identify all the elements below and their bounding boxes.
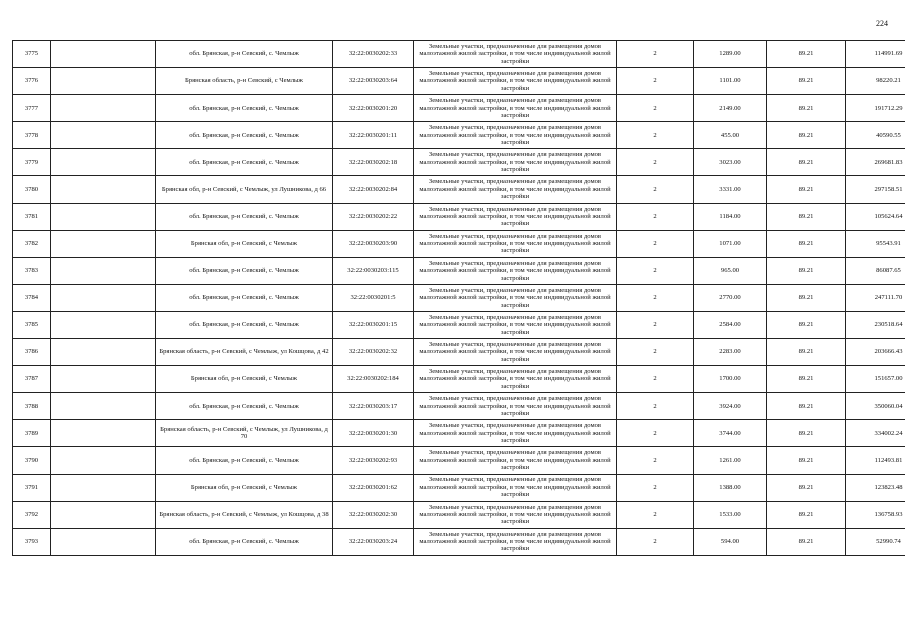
- row-number-cell: 3789: [13, 420, 51, 447]
- category-cell: 2: [617, 501, 694, 528]
- area-cell: 1261.00: [694, 447, 767, 474]
- address-cell: обл. Брянская, р-н Севский, с. Чемлыж: [156, 447, 333, 474]
- row-number-cell: 3784: [13, 284, 51, 311]
- cadastral-value-cell: 203666.43: [846, 339, 905, 366]
- area-cell: 965.00: [694, 257, 767, 284]
- land-use-cell: Земельные участки, предназначенные для размещения домов малоэтажной жилой застройки, в том числе индивидуальной жилой застройки: [414, 420, 617, 447]
- category-cell: 2: [617, 41, 694, 68]
- table-row: [13, 528, 905, 555]
- cadastral-value-cell: 350060.04: [846, 393, 905, 420]
- empty-cell: [51, 393, 156, 420]
- area-cell: 455.00: [694, 122, 767, 149]
- cadastral-number-cell: 32:22:0030203:64: [333, 68, 414, 95]
- cadastral-value-cell: 334002.24: [846, 420, 905, 447]
- table-row: [13, 68, 905, 95]
- empty-cell: [51, 68, 156, 95]
- rate-cell: 89.21: [767, 420, 846, 447]
- empty-cell: [51, 474, 156, 501]
- empty-cell: [51, 528, 156, 555]
- cadastral-value-cell: 95543.91: [846, 230, 905, 257]
- category-cell: 2: [617, 366, 694, 393]
- category-cell: 2: [617, 284, 694, 311]
- land-use-cell: Земельные участки, предназначенные для размещения домов малоэтажной жилой застройки, в том числе индивидуальной жилой застройки: [414, 203, 617, 230]
- row-number-cell: 3782: [13, 230, 51, 257]
- table-row: [13, 311, 905, 338]
- empty-cell: [51, 257, 156, 284]
- area-cell: 594.00: [694, 528, 767, 555]
- rate-cell: 89.21: [767, 528, 846, 555]
- rate-cell: 89.21: [767, 149, 846, 176]
- land-registry-table: [12, 40, 905, 556]
- land-use-cell: Земельные участки, предназначенные для размещения домов малоэтажной жилой застройки, в том числе индивидуальной жилой застройки: [414, 95, 617, 122]
- empty-cell: [51, 41, 156, 68]
- cadastral-number-cell: 32:22:0030203:17: [333, 393, 414, 420]
- cadastral-number-cell: 32:22:0030201:5: [333, 284, 414, 311]
- table-row: [13, 176, 905, 203]
- cadastral-value-cell: 191712.29: [846, 95, 905, 122]
- address-cell: обл. Брянская, р-н Севский, с. Чемлыж: [156, 393, 333, 420]
- empty-cell: [51, 501, 156, 528]
- category-cell: 2: [617, 339, 694, 366]
- empty-cell: [51, 311, 156, 338]
- row-number-cell: 3776: [13, 68, 51, 95]
- area-cell: 3744.00: [694, 420, 767, 447]
- area-cell: 2770.00: [694, 284, 767, 311]
- page-number: 224: [876, 19, 888, 28]
- rate-cell: 89.21: [767, 41, 846, 68]
- empty-cell: [51, 339, 156, 366]
- area-cell: 2283.00: [694, 339, 767, 366]
- empty-cell: [51, 447, 156, 474]
- table-row: [13, 474, 905, 501]
- cadastral-value-cell: 123823.48: [846, 474, 905, 501]
- cadastral-number-cell: 32:22:0030201:11: [333, 122, 414, 149]
- address-cell: обл. Брянская, р-н Севский, с. Чемлыж: [156, 284, 333, 311]
- cadastral-value-cell: 86087.65: [846, 257, 905, 284]
- address-cell: Брянская обл, р-н Севский, с Чемлыж: [156, 230, 333, 257]
- category-cell: 2: [617, 257, 694, 284]
- category-cell: 2: [617, 393, 694, 420]
- empty-cell: [51, 203, 156, 230]
- table-row: [13, 393, 905, 420]
- rate-cell: 89.21: [767, 230, 846, 257]
- rate-cell: 89.21: [767, 311, 846, 338]
- rate-cell: 89.21: [767, 122, 846, 149]
- address-cell: Брянская область, р-н Севский, с Чемлыж, ул Кошцова, д 42: [156, 339, 333, 366]
- land-use-cell: Земельные участки, предназначенные для размещения домов малоэтажной жилой застройки, в том числе индивидуальной жилой застройки: [414, 176, 617, 203]
- cadastral-value-cell: 114991.69: [846, 41, 905, 68]
- table-row: [13, 257, 905, 284]
- cadastral-number-cell: 32:22:0030203:90: [333, 230, 414, 257]
- cadastral-value-cell: 151657.00: [846, 366, 905, 393]
- table-row: [13, 366, 905, 393]
- cadastral-value-cell: 269681.83: [846, 149, 905, 176]
- cadastral-value-cell: 136758.93: [846, 501, 905, 528]
- land-use-cell: Земельные участки, предназначенные для размещения домов малоэтажной жилой застройки, в том числе индивидуальной жилой застройки: [414, 230, 617, 257]
- table-row: [13, 230, 905, 257]
- cadastral-value-cell: 112493.81: [846, 447, 905, 474]
- cadastral-number-cell: 32:22:0030201:62: [333, 474, 414, 501]
- empty-cell: [51, 95, 156, 122]
- row-number-cell: 3781: [13, 203, 51, 230]
- category-cell: 2: [617, 95, 694, 122]
- area-cell: 1388.00: [694, 474, 767, 501]
- empty-cell: [51, 420, 156, 447]
- area-cell: 2584.00: [694, 311, 767, 338]
- address-cell: Брянская область, р-н Севский, с Чемлыж: [156, 68, 333, 95]
- land-use-cell: Земельные участки, предназначенные для размещения домов малоэтажной жилой застройки, в том числе индивидуальной жилой застройки: [414, 393, 617, 420]
- address-cell: обл. Брянская, р-н Севский, с. Чемлыж: [156, 311, 333, 338]
- area-cell: 1101.00: [694, 68, 767, 95]
- row-number-cell: 3785: [13, 311, 51, 338]
- cadastral-number-cell: 32:22:0030203:115: [333, 257, 414, 284]
- rate-cell: 89.21: [767, 284, 846, 311]
- category-cell: 2: [617, 149, 694, 176]
- table-row: [13, 501, 905, 528]
- row-number-cell: 3790: [13, 447, 51, 474]
- rate-cell: 89.21: [767, 393, 846, 420]
- cadastral-number-cell: 32:22:0030201:15: [333, 311, 414, 338]
- land-use-cell: Земельные участки, предназначенные для размещения домов малоэтажной жилой застройки, в том числе индивидуальной жилой застройки: [414, 257, 617, 284]
- row-number-cell: 3786: [13, 339, 51, 366]
- row-number-cell: 3791: [13, 474, 51, 501]
- address-cell: обл. Брянская, р-н Севский, с. Чемлыж: [156, 95, 333, 122]
- address-cell: Брянская область, р-н Севский, с Чемлыж, ул Лушникова, д 70: [156, 420, 333, 447]
- area-cell: 1700.00: [694, 366, 767, 393]
- category-cell: 2: [617, 203, 694, 230]
- land-use-cell: Земельные участки, предназначенные для размещения домов малоэтажной жилой застройки, в том числе индивидуальной жилой застройки: [414, 474, 617, 501]
- category-cell: 2: [617, 176, 694, 203]
- row-number-cell: 3787: [13, 366, 51, 393]
- area-cell: 1071.00: [694, 230, 767, 257]
- row-number-cell: 3775: [13, 41, 51, 68]
- category-cell: 2: [617, 311, 694, 338]
- row-number-cell: 3777: [13, 95, 51, 122]
- cadastral-number-cell: 32:22:0030201:30: [333, 420, 414, 447]
- address-cell: Брянская область, р-н Севский, с Чемлыж, ул Кошцова, д 38: [156, 501, 333, 528]
- cadastral-value-cell: 98220.21: [846, 68, 905, 95]
- table-row: [13, 149, 905, 176]
- address-cell: обл. Брянская, р-н Севский, с. Чемлыж: [156, 257, 333, 284]
- area-cell: 1184.00: [694, 203, 767, 230]
- cadastral-number-cell: 32:22:0030202:32: [333, 339, 414, 366]
- rate-cell: 89.21: [767, 501, 846, 528]
- category-cell: 2: [617, 420, 694, 447]
- rate-cell: 89.21: [767, 447, 846, 474]
- table-row: [13, 203, 905, 230]
- cadastral-number-cell: 32:22:0030202:33: [333, 41, 414, 68]
- area-cell: 2149.00: [694, 95, 767, 122]
- area-cell: 1289.00: [694, 41, 767, 68]
- row-number-cell: 3793: [13, 528, 51, 555]
- cadastral-value-cell: 52990.74: [846, 528, 905, 555]
- registry-table-body: [13, 41, 905, 556]
- cadastral-value-cell: 105624.64: [846, 203, 905, 230]
- empty-cell: [51, 366, 156, 393]
- land-use-cell: Земельные участки, предназначенные для размещения домов малоэтажной жилой застройки, в том числе индивидуальной жилой застройки: [414, 122, 617, 149]
- rate-cell: 89.21: [767, 366, 846, 393]
- area-cell: 3023.00: [694, 149, 767, 176]
- rate-cell: 89.21: [767, 95, 846, 122]
- rate-cell: 89.21: [767, 68, 846, 95]
- address-cell: обл. Брянская, р-н Севский, с. Чемлыж: [156, 528, 333, 555]
- land-use-cell: Земельные участки, предназначенные для размещения домов малоэтажной жилой застройки, в том числе индивидуальной жилой застройки: [414, 68, 617, 95]
- cadastral-number-cell: 32:22:0030202:30: [333, 501, 414, 528]
- rate-cell: 89.21: [767, 176, 846, 203]
- category-cell: 2: [617, 230, 694, 257]
- land-use-cell: Земельные участки, предназначенные для размещения домов малоэтажной жилой застройки, в том числе индивидуальной жилой застройки: [414, 311, 617, 338]
- cadastral-number-cell: 32:22:0030203:24: [333, 528, 414, 555]
- category-cell: 2: [617, 528, 694, 555]
- address-cell: Брянская обл, р-н Севский, с Чемлыж: [156, 474, 333, 501]
- empty-cell: [51, 149, 156, 176]
- cadastral-number-cell: 32:22:0030202:184: [333, 366, 414, 393]
- address-cell: обл. Брянская, р-н Севский, с. Чемлыж: [156, 41, 333, 68]
- rate-cell: 89.21: [767, 474, 846, 501]
- address-cell: обл. Брянская, р-н Севский, с. Чемлыж: [156, 122, 333, 149]
- rate-cell: 89.21: [767, 257, 846, 284]
- table-row: [13, 122, 905, 149]
- cadastral-number-cell: 32:22:0030202:18: [333, 149, 414, 176]
- table-row: [13, 339, 905, 366]
- row-number-cell: 3783: [13, 257, 51, 284]
- land-use-cell: Земельные участки, предназначенные для размещения домов малоэтажной жилой застройки, в том числе индивидуальной жилой застройки: [414, 284, 617, 311]
- area-cell: 3924.00: [694, 393, 767, 420]
- address-cell: Брянская обл, р-н Севский, с Чемлыж, ул Лушникова, д 66: [156, 176, 333, 203]
- cadastral-value-cell: 247111.70: [846, 284, 905, 311]
- land-use-cell: Земельные участки, предназначенные для размещения домов малоэтажной жилой застройки, в том числе индивидуальной жилой застройки: [414, 501, 617, 528]
- table-row: [13, 41, 905, 68]
- category-cell: 2: [617, 68, 694, 95]
- cadastral-number-cell: 32:22:0030202:93: [333, 447, 414, 474]
- address-cell: Брянская обл, р-н Севский, с Чемлыж: [156, 366, 333, 393]
- cadastral-value-cell: 40590.55: [846, 122, 905, 149]
- table-row: [13, 284, 905, 311]
- area-cell: 1533.00: [694, 501, 767, 528]
- table-row: [13, 420, 905, 447]
- cadastral-value-cell: 230518.64: [846, 311, 905, 338]
- category-cell: 2: [617, 474, 694, 501]
- row-number-cell: 3788: [13, 393, 51, 420]
- cadastral-number-cell: 32:22:0030202:22: [333, 203, 414, 230]
- table-row: [13, 447, 905, 474]
- land-use-cell: Земельные участки, предназначенные для размещения домов малоэтажной жилой застройки, в том числе индивидуальной жилой застройки: [414, 149, 617, 176]
- address-cell: обл. Брянская, р-н Севский, с. Чемлыж: [156, 149, 333, 176]
- land-use-cell: Земельные участки, предназначенные для размещения домов малоэтажной жилой застройки, в том числе индивидуальной жилой застройки: [414, 528, 617, 555]
- area-cell: 3331.00: [694, 176, 767, 203]
- land-use-cell: Земельные участки, предназначенные для размещения домов малоэтажной жилой застройки, в том числе индивидуальной жилой застройки: [414, 447, 617, 474]
- category-cell: 2: [617, 447, 694, 474]
- row-number-cell: 3779: [13, 149, 51, 176]
- land-use-cell: Земельные участки, предназначенные для размещения домов малоэтажной жилой застройки, в том числе индивидуальной жилой застройки: [414, 339, 617, 366]
- cadastral-number-cell: 32:22:0030202:84: [333, 176, 414, 203]
- empty-cell: [51, 122, 156, 149]
- land-use-cell: Земельные участки, предназначенные для размещения домов малоэтажной жилой застройки, в том числе индивидуальной жилой застройки: [414, 41, 617, 68]
- category-cell: 2: [617, 122, 694, 149]
- rate-cell: 89.21: [767, 203, 846, 230]
- cadastral-value-cell: 297158.51: [846, 176, 905, 203]
- empty-cell: [51, 284, 156, 311]
- cadastral-number-cell: 32:22:0030201:20: [333, 95, 414, 122]
- land-use-cell: Земельные участки, предназначенные для размещения домов малоэтажной жилой застройки, в том числе индивидуальной жилой застройки: [414, 366, 617, 393]
- table-row: [13, 95, 905, 122]
- row-number-cell: 3778: [13, 122, 51, 149]
- address-cell: обл. Брянская, р-н Севский, с. Чемлыж: [156, 203, 333, 230]
- row-number-cell: 3792: [13, 501, 51, 528]
- empty-cell: [51, 230, 156, 257]
- empty-cell: [51, 176, 156, 203]
- row-number-cell: 3780: [13, 176, 51, 203]
- rate-cell: 89.21: [767, 339, 846, 366]
